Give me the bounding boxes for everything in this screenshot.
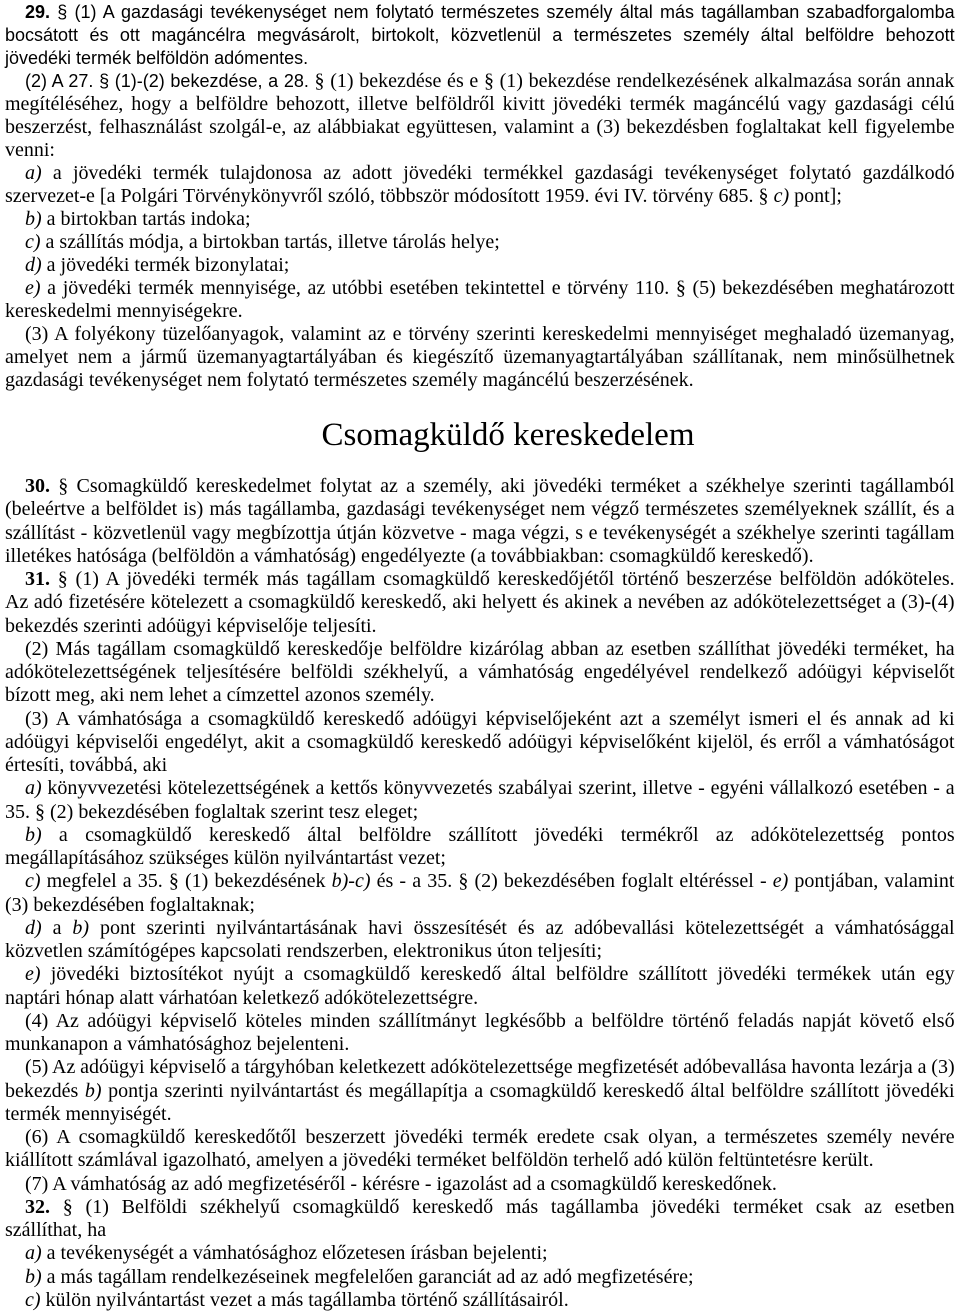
document-body-top (5, 1, 955, 392)
text-segment: a szállítás módja, a birtokban tartás, illetve tárolás helye; (40, 231, 500, 253)
paragraph (5, 277, 955, 323)
text-line (5, 1219, 955, 1242)
text-line (5, 963, 955, 986)
line-text (5, 139, 55, 161)
line-text (5, 185, 842, 207)
text-line (5, 1080, 955, 1103)
line-text (25, 277, 955, 299)
point-marker: b) (72, 916, 90, 939)
line-text (5, 346, 955, 368)
text-segment: 35. § (2) bekezdésében foglaltak szerint tesz eleget; (5, 800, 419, 823)
text-line (5, 47, 955, 70)
line-text (25, 2, 955, 22)
text-line (5, 475, 955, 498)
line-text (5, 591, 955, 613)
text-segment: a más tagállam rendelkezéseinek megfelelően garanciát ad az adó megfizetésére; (41, 1265, 694, 1288)
section-number: 32. (25, 1195, 50, 1218)
point-marker: b) (84, 1079, 102, 1102)
text-segment: (3) A folyékony tüzelőanyagok, valamint az e törvény szerinti kereskedelmi mennyiséget meghaladó üzemanyag, (25, 323, 955, 345)
line-text (5, 1080, 955, 1102)
text-line (5, 894, 955, 917)
point-marker: b) (25, 208, 42, 230)
line-text (5, 116, 955, 138)
text-line (5, 254, 955, 277)
text-line (5, 615, 955, 638)
text-segment: termék mennyiségét. (5, 1102, 172, 1125)
text-segment: munkanapon a vámhatósághoz bejelenteni. (5, 1033, 350, 1055)
line-text (5, 615, 377, 637)
text-line (5, 1149, 955, 1172)
text-line (5, 987, 955, 1010)
text-line (5, 731, 955, 754)
line-text (25, 162, 955, 184)
paragraph (5, 1126, 955, 1173)
line-text (5, 545, 814, 567)
text-segment: Az adó fizetésére kötelezett a csomagküldő kereskedő, aki helyett és akinek a nevében az adókötelezettséget a (3)-(4) (5, 591, 955, 614)
paragraph (5, 475, 955, 568)
point-marker: e) (25, 277, 41, 299)
point-marker: e) (772, 870, 789, 893)
text-segment: külön nyilvántartást vezet a más tagállamba történő szállításairól. (40, 1288, 569, 1311)
text-segment: kiállított számlával igazolható, amelyen a jövedéki terméket belföldön terhelő adó külön feltüntetésre került. (5, 1149, 874, 1172)
text-line (5, 754, 955, 777)
paragraph (5, 708, 955, 778)
paragraph (5, 1196, 955, 1243)
section-number: 29. (25, 2, 51, 22)
line-text (5, 300, 243, 322)
point-marker: c) (773, 185, 790, 207)
text-line (5, 684, 955, 707)
text-line (5, 708, 955, 731)
line-text (25, 208, 251, 230)
text-segment: adókötelezettségének teljesítésére belföldi székhelyű, a vámhatóság engedélyével rendelkező adóügyi képviselőt (5, 661, 955, 683)
text-segment: (7) A vámhatóság az adó megfizetéséről - kérésre - igazolást ad a csomagküldő kereskedőnek. (25, 1172, 777, 1195)
text-line (5, 1196, 955, 1219)
line-text (5, 801, 418, 823)
line-text (25, 70, 954, 92)
point-marker: b)-c) (331, 870, 371, 893)
paragraph (5, 254, 955, 277)
text-segment: a tevékenységét a vámhatósághoz előzetesen írásban bejelenti; (41, 1242, 548, 1265)
point-marker: c) (25, 231, 41, 253)
line-text (25, 1196, 955, 1218)
section-number: 30. (25, 475, 50, 497)
line-text (25, 254, 289, 276)
text-line (5, 498, 955, 521)
text-line (5, 139, 955, 162)
line-text (25, 1242, 548, 1264)
line-text (5, 25, 955, 45)
line-text (5, 754, 167, 776)
text-segment: jövedéki biztosítékot nyújt a csomagküldő kereskedő által belföldre szállított jövedéki termékek után egy (40, 963, 955, 986)
line-text (25, 777, 955, 799)
text-line (5, 1056, 955, 1079)
paragraph (5, 1289, 955, 1312)
line-text (5, 731, 955, 753)
text-segment: bízott meg, aki nem lehet a címzettel azonos személy. (5, 684, 435, 707)
paragraph (5, 208, 955, 231)
text-line (5, 231, 955, 254)
text-segment: (3) A vámhatósága a csomagküldő kereskedő adóügyi képviselőjeként azt a személyt ismeri el és annak ad ki (25, 707, 955, 730)
line-text (5, 522, 955, 544)
text-segment: § (1) A gazdasági tevékenységet nem folytató természetes személy által más tagállamban szabadforgalomba (50, 2, 955, 22)
paragraph (5, 777, 955, 824)
paragraph (5, 824, 955, 871)
line-text (25, 1010, 955, 1032)
text-line (5, 847, 955, 870)
paragraph (5, 568, 955, 638)
point-marker: a) (25, 777, 42, 800)
text-line (5, 323, 955, 346)
text-segment: (2) Más tagállam csomagküldő kereskedője belföldre kizárólag abban az esetben szállíthat jövedéki terméket, ha (25, 637, 955, 660)
text-line (5, 1266, 955, 1289)
text-segment: pontjában, valamint (788, 870, 955, 893)
text-line (5, 917, 955, 940)
line-text (5, 661, 955, 683)
text-segment: beszerzést, felhasználást szolgál-e, az alábbiakat együttesen, valamint a (3) bekezdésben foglaltakat kell figyelembe (5, 116, 955, 138)
text-line (5, 545, 955, 568)
point-marker: d) (25, 916, 42, 939)
line-text (5, 894, 255, 916)
text-segment: § (1) Belföldi székhelyű csomagküldő kereskedő más tagállamba jövedéki terméket csak az esetben (50, 1195, 955, 1218)
text-segment: és - a 35. § (2) bekezdésében foglalt eltéréssel - (370, 870, 773, 893)
text-line (5, 1173, 955, 1196)
text-line (5, 70, 955, 93)
text-line (5, 93, 955, 116)
section-heading: Csomagküldő kereskedelem (321, 417, 695, 453)
text-segment: a jövedéki termék tulajdonosa az adott jövedéki termékkel gazdasági tevékenységet folytató gazdálkodó (41, 162, 955, 184)
paragraph (5, 162, 955, 208)
text-segment: kereskedelmi mennyiségekre. (5, 300, 243, 322)
text-segment: gazdasági tevékenységet nem folytató természetes személy magáncélú beszerzésének. (5, 369, 694, 391)
text-segment: (beleértve a belföldet is) más tagállamba, gazdasági tevékenységet nem végző természetes személyeknek szállít, és a (5, 498, 955, 521)
text-segment: pontja szerinti nyilvántartást és megállapítja a csomagküldő kereskedő által belföldre szállított jövedéki (101, 1079, 955, 1102)
paragraph (5, 1173, 955, 1196)
point-marker: d) (25, 254, 42, 276)
text-segment: szállítást - közvetlenül vagy megbízottja útján közvetve - maga végzi, s e tevékenységét a székhelye szerinti tagállam (5, 521, 955, 544)
text-segment: megállapításához szükséges külön nyilvántartást vezet; (5, 847, 446, 869)
text-segment: § Csomagküldő kereskedelmet folytat az a személy, aki jövedéki terméket a székhelye szerinti tagállamból (50, 475, 955, 497)
text-line (5, 162, 955, 185)
text-line (5, 940, 955, 963)
text-line (5, 591, 955, 614)
text-segment: a jövedéki termék bizonylatai; (41, 254, 290, 276)
line-text (5, 1103, 172, 1125)
line-text (5, 1033, 349, 1055)
text-segment: (2) A 27. § (1)-(2) bekezdése, a 28. (25, 71, 309, 91)
text-line (5, 1103, 955, 1126)
paragraph (5, 1056, 955, 1126)
text-segment: jövedéki termék belföldön adómentes. (5, 48, 309, 68)
text-line (5, 369, 955, 392)
text-line (5, 801, 955, 824)
line-text (25, 568, 955, 590)
line-text (25, 1266, 694, 1288)
text-segment: bekezdés szerinti adóügyi képviselője teljesíti. (5, 614, 377, 637)
text-segment: (3) bekezdésében foglaltaknak; (5, 893, 255, 916)
text-line (5, 824, 955, 847)
line-text (5, 1219, 106, 1241)
text-segment: a jövedéki termék mennyisége, az utóbbi esetében tekintettel e törvény 110. § (5) bekezdésében meghatározott (40, 277, 955, 299)
text-segment: venni: (5, 139, 55, 161)
section-number: 31. (25, 568, 50, 590)
text-segment: pont]; (789, 185, 842, 207)
line-text (25, 708, 955, 730)
point-marker: a) (25, 162, 42, 184)
text-segment: naptári hónap alatt várhatóan keletkező adókötelezettségre. (5, 986, 479, 1009)
line-text (5, 987, 478, 1009)
text-segment: a (41, 916, 73, 939)
paragraph (5, 231, 955, 254)
point-marker: c) (25, 1288, 41, 1311)
text-line (5, 638, 955, 661)
paragraph (5, 1242, 955, 1265)
text-line (5, 1, 955, 24)
text-line (5, 346, 955, 369)
line-text (5, 847, 446, 869)
line-text (25, 1056, 955, 1078)
line-text (5, 93, 955, 115)
text-segment: szervezet-e [a Polgári Törvénykönyvről szóló, többször módosított 1959. évi IV. törvény 685. § (5, 185, 774, 207)
paragraph (5, 963, 955, 1010)
text-line (5, 1010, 955, 1033)
line-text (5, 1149, 874, 1171)
text-line (5, 185, 955, 208)
line-text (25, 870, 954, 892)
paragraph (5, 638, 955, 708)
text-segment: (5) Az adóügyi képviselő a tárgyhóban keletkezett adókötelezettsége megfizetését adóbevallása havonta lezárja a (3) (25, 1056, 955, 1079)
line-text (25, 824, 955, 846)
text-line (5, 208, 955, 231)
paragraph (5, 917, 955, 964)
line-text (5, 369, 694, 391)
line-text (5, 48, 308, 68)
text-line (5, 1289, 955, 1312)
line-text (25, 963, 955, 985)
text-line (5, 116, 955, 139)
text-line (5, 661, 955, 684)
text-line (5, 1033, 955, 1056)
line-text (5, 684, 435, 706)
paragraph (5, 70, 955, 162)
text-segment: megítéléséhez, hogy a belföldre behozott, illetve belföldről kivitt jövedéki termék magáncélú vagy gazdasági célú (5, 93, 955, 115)
text-segment: a birtokban tartás indoka; (41, 208, 251, 230)
text-segment: illetékes hatósága (belföldön a vámhatóság) engedélyezte (a továbbiakban: csomagküldő kereskedő). (5, 544, 814, 567)
paragraph (5, 870, 955, 917)
paragraph (5, 1266, 955, 1289)
text-segment: bekezdés (5, 1079, 85, 1102)
text-segment: amelyet nem a jármű üzemanyagtartályában és kiegészítő üzemanyagtartályában szállítanak, nem minősülhetnek (5, 346, 955, 368)
text-line (5, 300, 955, 323)
point-marker: b) (25, 823, 42, 846)
text-line (5, 1126, 955, 1149)
line-text (25, 475, 955, 497)
text-segment: szállíthat, ha (5, 1219, 107, 1241)
line-text (25, 1289, 569, 1311)
text-line (5, 1242, 955, 1265)
point-marker: c) (25, 870, 41, 893)
text-line (5, 568, 955, 591)
text-segment: § (1) A jövedéki termék más tagállam csomagküldő kereskedőjétől történő beszerzése belföldön adóköteles. (50, 568, 955, 590)
line-text (25, 1126, 955, 1148)
text-segment: közvetlen számítógépes kapcsolati rendszerben, elektronikus úton teljesíti; (5, 940, 603, 962)
paragraph (5, 1010, 955, 1057)
line-text (5, 498, 955, 520)
line-text (25, 917, 955, 939)
text-segment: § (1) bekezdése és e § (1) bekezdése rendelkezésének alkalmazása során annak (308, 70, 955, 92)
document-body-bottom (5, 475, 955, 1312)
line-text (25, 1173, 777, 1195)
text-line (5, 522, 955, 545)
paragraph (5, 323, 955, 392)
paragraph (5, 1, 955, 70)
line-text (5, 940, 602, 962)
text-segment: adóügyi képviselői engedélyt, akit a csomagküldő kereskedő adóügyi képviselőként kijelöl, és erről a vámhatóságot (5, 730, 955, 753)
text-segment: pont szerinti nyilvántartásának havi összesítését és az adóbevallási kötelezettségét a vámhatósággal (89, 916, 955, 939)
text-line (5, 24, 955, 47)
line-text (25, 231, 500, 253)
text-segment: (4) Az adóügyi képviselő köteles minden szállítmányt legkésőbb a belföldre történő feladás napját követő első (25, 1009, 955, 1032)
text-line (5, 777, 955, 800)
point-marker: b) (25, 1265, 42, 1288)
text-segment: bocsátott és ott magáncélra megvásárolt, birtokolt, közvetlenül a természetes személy által belföldre behozott (5, 25, 955, 45)
text-segment: könyvvezetési kötelezettségének a kettős könyvvezetés szabályai szerint, illetve - egyéni vállalkozó esetében - a (41, 777, 955, 800)
text-segment: értesíti, továbbá, aki (5, 754, 168, 776)
text-segment: megfelel a 35. § (1) bekezdésének (40, 870, 332, 893)
point-marker: a) (25, 1242, 42, 1265)
text-segment: (6) A csomagküldő kereskedőtől beszerzett jövedéki termék eredete csak olyan, a természetes személy nevére (25, 1126, 955, 1148)
line-text (25, 323, 955, 345)
text-line (5, 870, 955, 893)
line-text (25, 638, 955, 660)
point-marker: e) (25, 963, 41, 986)
text-segment: a csomagküldő kereskedő által belföldre szállított jövedéki termékről az adókötelezettség pontos (41, 823, 955, 846)
text-line (5, 277, 955, 300)
